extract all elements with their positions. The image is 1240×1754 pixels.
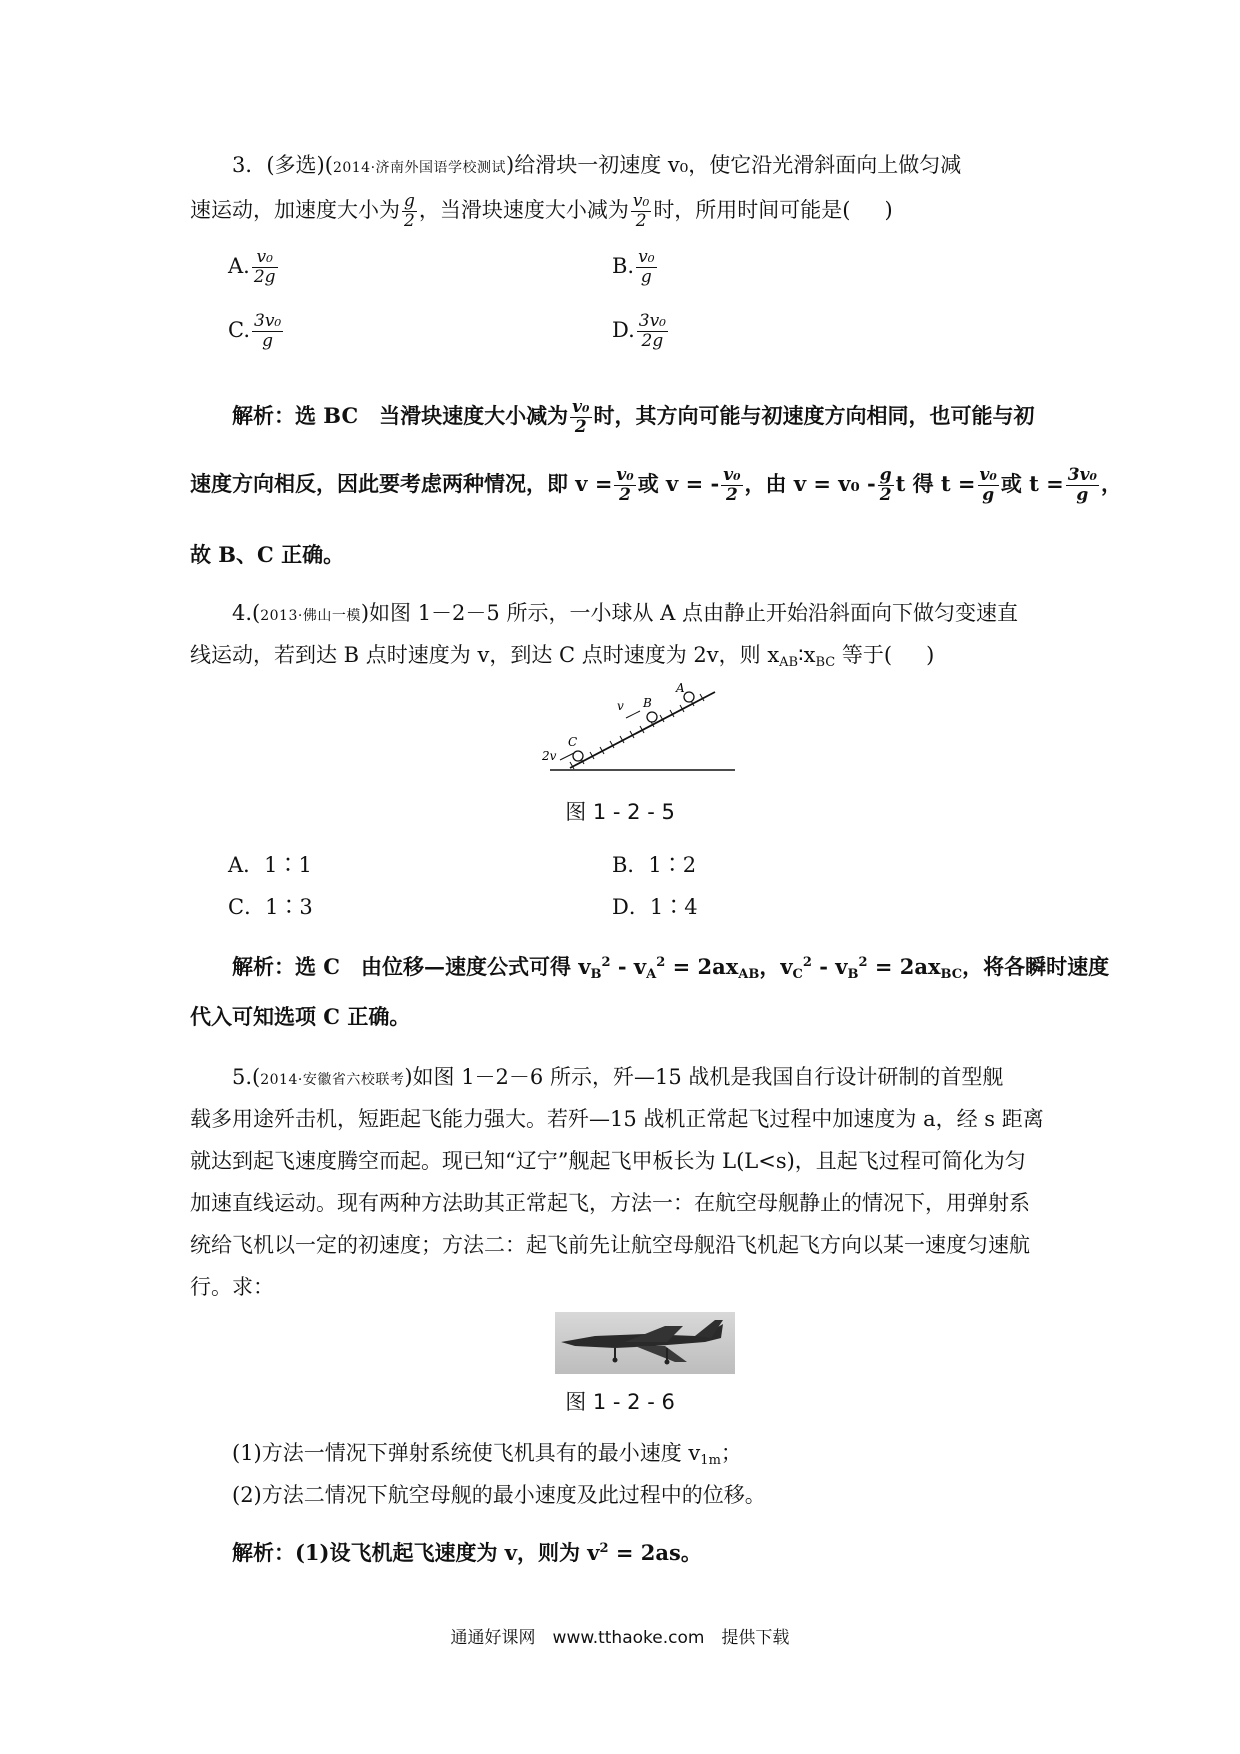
q4-line1: 4.(2013·佛山一模)如图 1－2－5 所示，一小球从 A 点由静止开始沿斜面向下做匀变速直 bbox=[232, 601, 1018, 625]
q3-option-b: B. $\frac{\text{v₀}}{g}$ bbox=[612, 247, 655, 287]
q5-line5: 统给飞机以一定的初速度；方法二：起飞前先让航空母舰沿飞机起飞方向以某一速度匀速航 bbox=[190, 1233, 1030, 1257]
page-footer: 通通好课网 www.tthaoke.com 提供下载 bbox=[450, 1628, 790, 1648]
q5-subquestion-1: (1)方法一情况下弹射系统使飞机具有的最小速度 $v_{1m}$； bbox=[232, 1441, 742, 1468]
q3-frac-g: $\frac{g}{2}$ bbox=[404, 191, 415, 231]
q3-option-c: C. $\frac{\text{3v₀}}{g}$ bbox=[228, 311, 282, 351]
q3-answer-line3: 故 B、C 正确。 bbox=[190, 542, 345, 567]
q3-frac-v: $\frac{\text{v₀}}{2}$ bbox=[632, 191, 650, 231]
q5-line6: 行。求： bbox=[190, 1275, 274, 1299]
q3-prefix: 3．(多选)( bbox=[232, 153, 333, 177]
q3-line1 bbox=[232, 150, 1102, 183]
q4-option-b: B．1∶2 bbox=[612, 853, 697, 877]
q5-line2: 载多用途歼击机，短距起飞能力强大。若歼—15 战机正常起飞过程中加速度为 a，经 s 距离 bbox=[190, 1107, 1044, 1131]
q5-answer-line1: 解析：(1)设飞机起飞速度为 v，则为 $v^2 = 2as$。 bbox=[232, 1540, 702, 1565]
q4-option-a: A．1∶1 bbox=[228, 853, 312, 877]
q3-source: 2014·济南外国语学校测试 bbox=[332, 160, 507, 176]
q3-answer-line1: 解析：选 BC 当滑块速度大小减为 $\frac{\text{v₀}}{2}$ 时，其方向可能与初速度方向相同，也可能与初 bbox=[232, 397, 1035, 437]
q4-answer-line1: 解析：选 C 由位移—速度公式可得 $v_B^2 - v_A^2 = 2ax_{AB}$，$v_C^2 - v_B^2 = 2ax_{BC}$，将各瞬时速度 bbox=[232, 954, 1110, 982]
q5-source: 2014·安徽省六校联考 bbox=[260, 1072, 405, 1088]
q3-option-d: D. $\frac{\text{3v₀}}{2g}$ bbox=[612, 311, 667, 351]
ball-c bbox=[573, 751, 583, 761]
q5-subquestion-2: (2)方法二情况下航空母舰的最小速度及此过程中的位移。 bbox=[232, 1483, 766, 1507]
q4-answer-line2: 代入可知选项 C 正确。 bbox=[190, 1004, 411, 1029]
q5-fighter-jet-photo bbox=[555, 1312, 735, 1374]
q3-answer-line2: 速度方向相反，因此要考虑两种情况，即 v = $\frac{\text{v₀}}{2}$ 或 v = - $\frac{\text{v₀}}{2}$ ，由 v = v₀ - $\frac{g}{2}$ t 得 t = $\frac{\text{v₀}}{g}$ 或 t = $\frac{\text{3v₀}}{g}$ ， bbox=[190, 465, 1122, 505]
ball-a bbox=[684, 692, 694, 702]
label-2v: 2v bbox=[542, 749, 557, 763]
label-a: A bbox=[676, 681, 685, 695]
velocity-arrow-b bbox=[626, 711, 640, 718]
q4-option-d: D．1∶4 bbox=[612, 895, 698, 919]
q3-close-paren: ) bbox=[884, 198, 893, 222]
q4-line2: 线运动，若到达 B 点时速度为 v，到达 C 点时速度为 2v，则 $x_{AB}∶x_{BC}$ 等于( ) bbox=[190, 643, 935, 670]
label-b: B bbox=[643, 696, 652, 710]
velocity-arrow-c bbox=[560, 753, 574, 760]
q3-line2 bbox=[190, 192, 1060, 231]
q5-line1: 5.(2014·安徽省六校联考)如图 1－2－6 所示，歼—15 战机是我国自行设计研制的首型舰 bbox=[232, 1065, 1004, 1089]
q5-line4: 加速直线运动。现有两种方法助其正常起飞，方法一：在航空母舰静止的情况下，用弹射系 bbox=[190, 1191, 1030, 1215]
q3-option-a: A. $\frac{\text{v₀}}{2g}$ bbox=[228, 247, 276, 287]
q4-incline-figure bbox=[540, 680, 740, 785]
q3-line2-text-c: 时，所用时间可能是( bbox=[653, 198, 851, 222]
q4-option-c: C．1∶3 bbox=[228, 895, 313, 919]
q3-line2-text-b: ，当滑块速度大小减为 bbox=[418, 198, 629, 222]
label-v: v bbox=[617, 699, 624, 713]
q3-line2-text-a: 速运动，加速度大小为 bbox=[190, 198, 400, 222]
q5-figure-caption: 图 1 - 2 - 6 bbox=[565, 1390, 675, 1414]
ball-b bbox=[647, 712, 657, 722]
q4-source: 2013·佛山一模 bbox=[260, 608, 361, 624]
label-c: C bbox=[568, 735, 578, 749]
q5-line3: 就达到起飞速度腾空而起。现已知“辽宁”舰起飞甲板长为 L(L<s)，且起飞过程可简化为匀 bbox=[190, 1149, 1026, 1173]
q3-stem: )给滑块一初速度 v₀，使它沿光滑斜面向上做匀减 bbox=[506, 153, 962, 177]
q4-figure-caption: 图 1 - 2 - 5 bbox=[565, 800, 675, 824]
